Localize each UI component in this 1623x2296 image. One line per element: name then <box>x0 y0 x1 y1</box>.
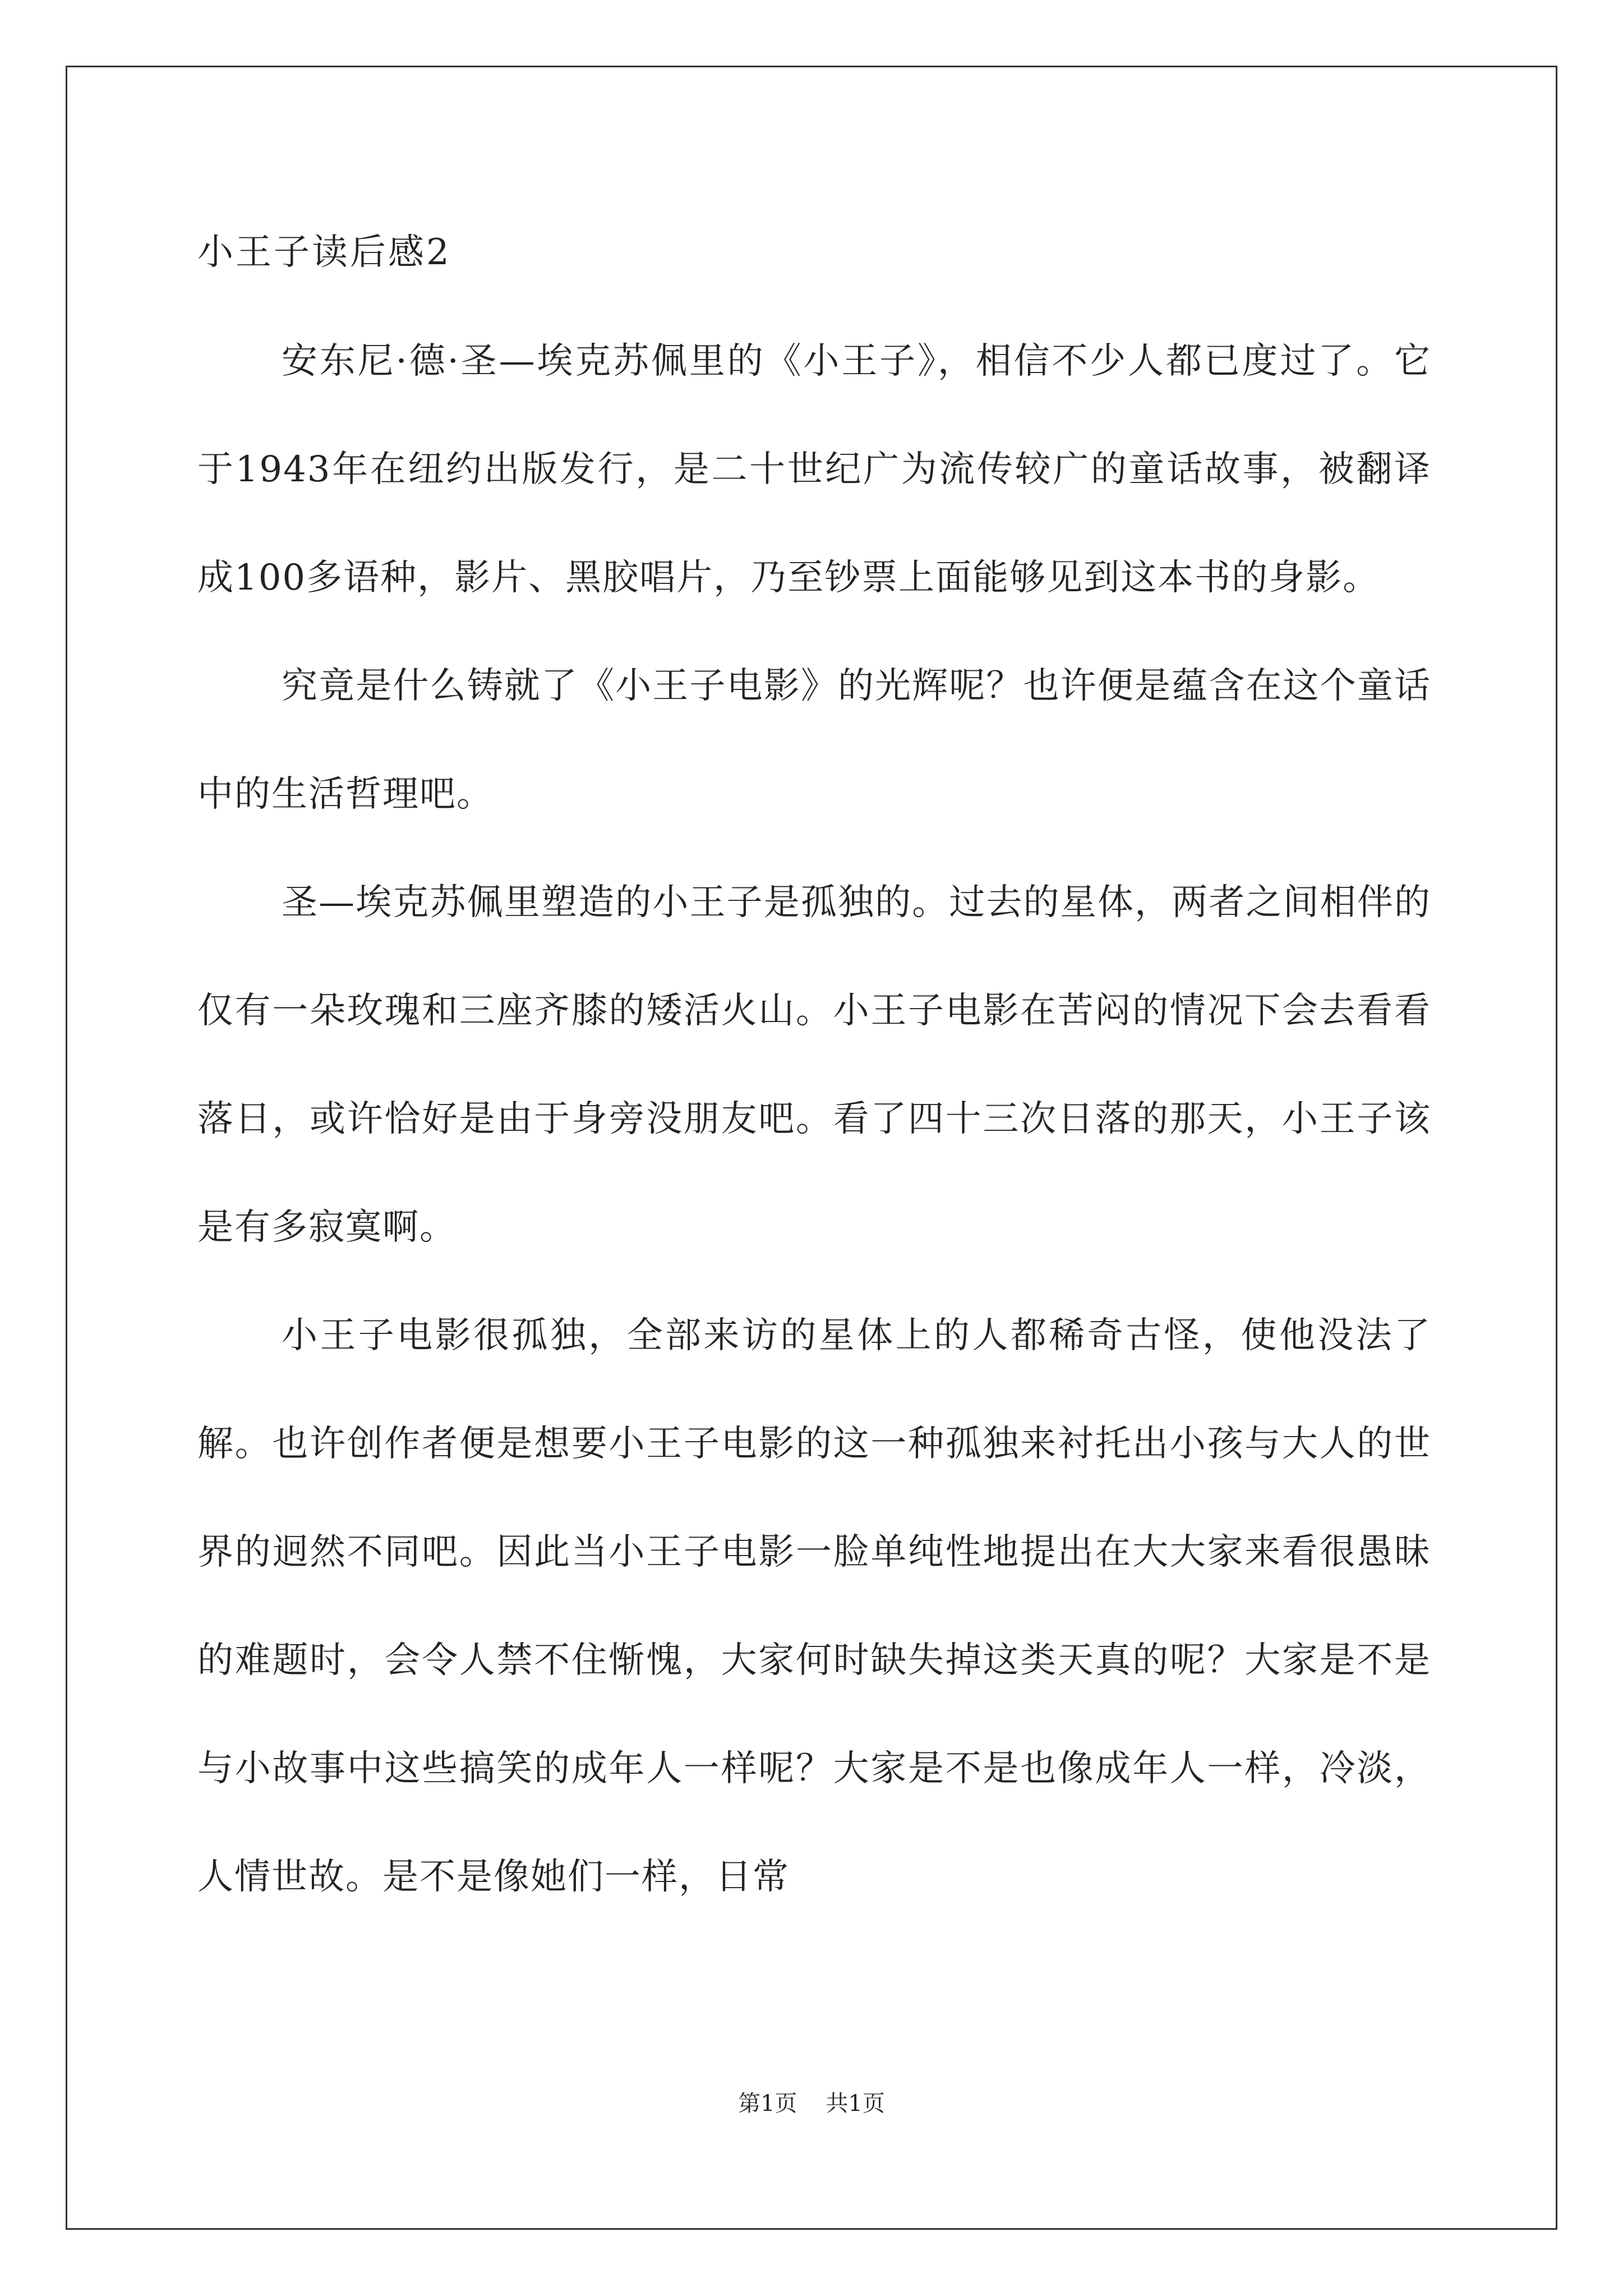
paragraph-1: 安东尼·德·圣—埃克苏佩里的《小王子》，相信不少人都已度过了。它于1943年在纽约出版发行，是二十世纪广为流传较广的童话故事，被翻译成100多语种，影片、黑胶唱片，乃至钞票上面能够见到这本书的身影。 <box>197 341 1431 599</box>
paragraph-4: 小王子电影很孤独，全部来访的星体上的人都稀奇古怪，使他没法了解。也许创作者便是想要小王子电影的这一种孤独来衬托出小孩与大人的世界的迥然不同吧。因此当小王子电影一脸单纯性地提出在大大家来看很愚昧的难题时，会令人禁不住惭愧，大家何时缺失掉这类天真的呢？大家是不是与小故事中这些搞笑的成年人一样呢？大家是不是也像成年人一样，冷淡，人情世故。是不是像她们一样，日常 <box>197 1315 1431 1898</box>
paragraph-3: 圣—埃克苏佩里塑造的小王子是孤独的。过去的星体，两者之间相伴的仅有一朵玫瑰和三座齐膝的矮活火山。小王子电影在苦闷的情况下会去看看落日，或许恰好是由于身旁没朋友吧。看了四十三次日落的那天，小王子该是有多寂寞啊。 <box>197 882 1431 1248</box>
document-title: 小王子读后感2 <box>197 232 451 273</box>
page-footer: 第1页 共1页 <box>738 2091 885 2116</box>
paragraph-2: 究竟是什么铸就了《小王子电影》的光辉呢？也许便是蕴含在这个童话中的生活哲理吧。 <box>197 665 1431 815</box>
document-body <box>197 219 1431 1931</box>
